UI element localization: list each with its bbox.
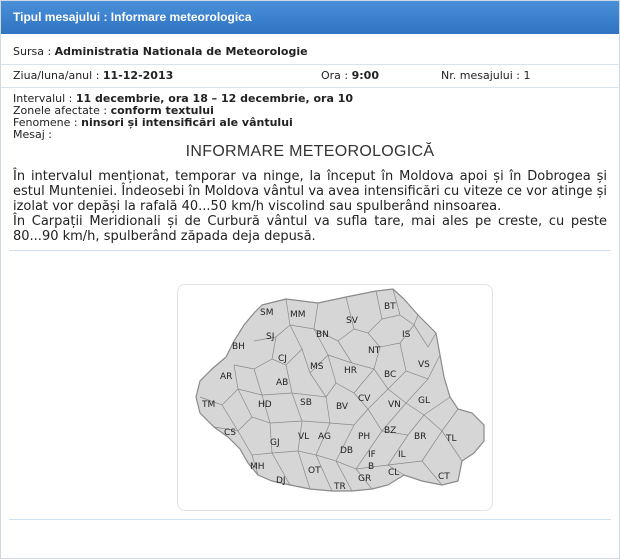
county-label-mm: MM (290, 310, 306, 320)
county-label-bn: BN (316, 330, 329, 340)
county-label-b: B (368, 462, 375, 472)
time-label: Ora : (321, 69, 352, 82)
county-label-hr: HR (344, 366, 358, 376)
message-number-field (441, 65, 531, 87)
meta-row (1, 64, 619, 88)
county-label-ot: OT (308, 466, 321, 476)
message-body (1, 169, 619, 244)
phenomena-line (13, 117, 607, 129)
zones-label: Zonele afectate : (13, 104, 111, 117)
romania-map-svg (178, 285, 492, 510)
county-label-cs: CS (224, 428, 236, 438)
county-label-vs: VS (418, 360, 430, 370)
county-label-ab: AB (276, 378, 289, 388)
time-value: 9:00 (351, 69, 379, 82)
county-label-ms: MS (310, 362, 324, 372)
county-label-tr: TR (334, 482, 346, 492)
source-row (1, 39, 619, 64)
county-label-cl: CL (388, 468, 400, 478)
message-number-label: Nr. mesajului : (441, 69, 524, 82)
interval-value: 11 decembrie, ora 18 – 12 decembrie, ora 10 (75, 92, 354, 105)
county-label-gj: GJ (270, 438, 280, 448)
message-number-value: 1 (523, 69, 531, 82)
county-label-cj: CJ (278, 354, 287, 364)
county-label-bh: BH (232, 342, 245, 352)
county-label-bv: BV (336, 402, 349, 412)
content-divider (9, 250, 611, 251)
county-label-nt: NT (368, 346, 381, 356)
county-label-bt: BT (384, 302, 396, 312)
message-title: INFORMARE METEOROLOGICĂ (185, 143, 435, 160)
phenomena-label: Fenomene : (13, 116, 82, 129)
message-paragraph-2: În Carpații Meridionali și de Curbură vântul va sufla tare, mai ales pe creste, cu peste 80...90 km/h, spulberând zăpada deja depusă. (13, 214, 607, 244)
county-label-ph: PH (358, 432, 371, 442)
county-label-mh: MH (250, 462, 265, 472)
county-label-bc: BC (384, 370, 397, 380)
details-block (1, 88, 619, 141)
county-label-sb: SB (300, 398, 312, 408)
county-label-sj: SJ (266, 332, 275, 342)
source-value: Administratia Nationala de Meteorologie (54, 45, 308, 58)
source-label: Sursa : (13, 45, 55, 58)
county-label-br: BR (414, 432, 427, 442)
date-label: Ziua/luna/anul : (13, 69, 103, 82)
interval-label: Intervalul : (13, 92, 76, 105)
county-label-bz: BZ (384, 426, 397, 436)
time-field (321, 65, 379, 87)
county-label-dj: DJ (276, 476, 286, 486)
county-label-tl: TL (446, 434, 457, 444)
county-label-ar: AR (220, 372, 233, 382)
county-label-vl: VL (298, 432, 310, 442)
county-label-sv: SV (346, 316, 358, 326)
county-label-if: IF (368, 450, 376, 460)
county-label-gl: GL (418, 396, 430, 406)
county-label-ct: CT (438, 472, 450, 482)
message-paragraph-1: În intervalul menționat, temporar va ninge, la început în Moldova apoi și în Dobrogea și estul Munteniei. Îndeosebi în Moldova vântul va avea intensificări cu viteze ce vor atinge și izolat vor depăși la rafală 40...50 km/h viscolind sau spulberând ninsoarea. (13, 169, 607, 214)
message-label: Mesaj : (13, 128, 52, 141)
romania-outline (196, 289, 484, 491)
date-value: 11-12-2013 (102, 69, 174, 82)
zones-value: conform textului (110, 104, 214, 117)
county-label-il: IL (398, 450, 406, 460)
bottom-divider (9, 519, 611, 520)
phenomena-value: ninsori și intensificări ale vântului (81, 116, 293, 129)
county-label-vn: VN (388, 400, 401, 410)
county-label-tm: TM (202, 400, 216, 410)
panel-header: Tipul mesajului : Informare meteorologica (1, 1, 619, 34)
romania-map (177, 284, 493, 511)
county-label-sm: SM (260, 308, 274, 318)
county-label-db: DB (340, 446, 354, 456)
county-label-ag: AG (318, 432, 331, 442)
county-label-is: IS (402, 330, 411, 340)
county-label-gr: GR (358, 474, 372, 484)
county-label-hd: HD (258, 400, 272, 410)
county-label-cv: CV (358, 394, 371, 404)
